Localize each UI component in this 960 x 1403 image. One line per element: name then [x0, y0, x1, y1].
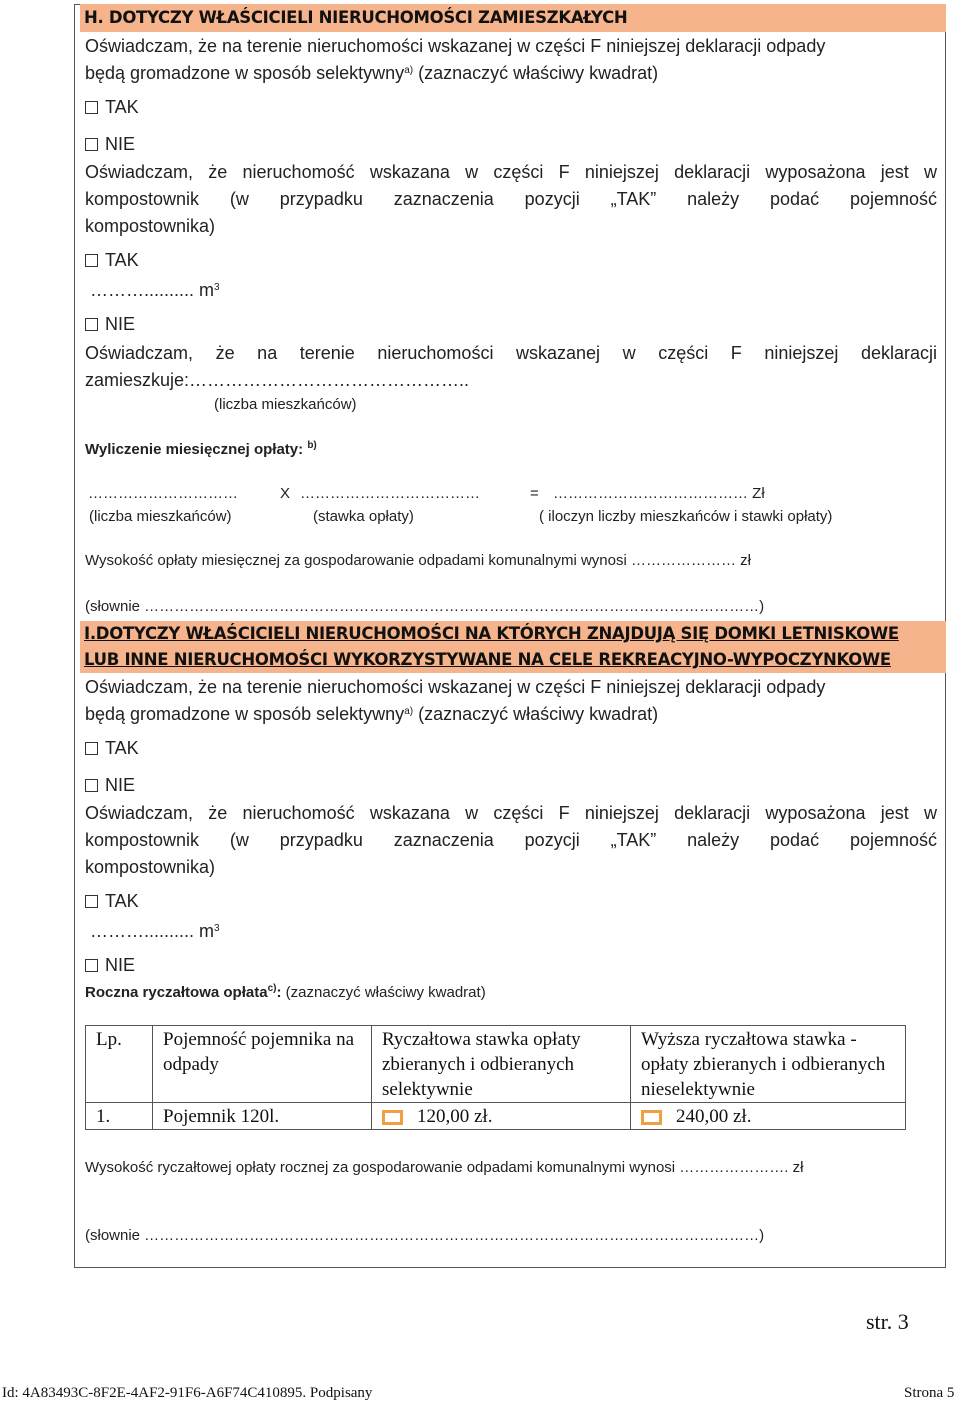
- h-calc-residents-field[interactable]: …………………………: [88, 485, 238, 502]
- i-compost-nie-option[interactable]: NIE: [85, 952, 135, 979]
- table-header-nonselective-rate: Wyższa ryczałtowa stawka - opłaty zbieranych i odbieranych nieselektywnie: [631, 1026, 906, 1103]
- table-header-row: [86, 1026, 906, 1103]
- i-fee-in-words-line[interactable]: (słownie ……………………………………………………………………………………………………………): [85, 1227, 765, 1244]
- page-number-label: str. 3: [866, 1309, 909, 1334]
- checkbox-icon[interactable]: [641, 1110, 662, 1125]
- section-h-title: H. DOTYCZY WŁAŚCICIELI NIERUCHOMOŚCI ZAMIESZKAŁYCH: [80, 4, 946, 32]
- h-decl-selective-line1: Oświadczam, że na terenie nieruchomości wskazanej w części F niniejszej deklaracji odpady: [85, 36, 826, 56]
- section-i-title: [80, 621, 946, 673]
- h-decl-selective-line2: będą gromadzone w sposób selektywny$^{a)}$ (zaznaczyć właściwy kwadrat): [85, 63, 659, 83]
- h-calc-multiply-sign: X: [280, 485, 291, 502]
- h-calc-label: Wyliczenie miesięcznej opłaty: $^{b)}$: [85, 440, 317, 458]
- i-compost-line3: kompostownika): [85, 857, 216, 877]
- h-selective-tak-option[interactable]: TAK: [85, 94, 139, 121]
- checkbox-icon[interactable]: [382, 1110, 403, 1125]
- section-i-title-line1: I.DOTYCZY WŁAŚCICIELI NIERUCHOMOŚCI NA KTÓRYCH ZNAJDUJĄ SIĘ DOMKI LETNISKOWE: [84, 624, 899, 643]
- h-compost-nie-option[interactable]: NIE: [85, 311, 135, 338]
- h-compost-line3: kompostownika): [85, 216, 216, 236]
- table-cell-lp: 1.: [86, 1103, 153, 1130]
- i-annual-fee-label: Roczna ryczałtowa opłata$^{c)}$: (zaznaczyć właściwy kwadrat): [85, 983, 486, 1001]
- h-residents-line1: Oświadczam, że na terenie nieruchomości wskazanej w części F niniejszej deklaracji: [85, 343, 937, 363]
- i-selective-nie-option[interactable]: NIE: [85, 772, 135, 799]
- annual-rate-table: [85, 1025, 906, 1130]
- h-calc-caption-product: ( iloczyn liczby mieszkańców i stawki opłaty): [539, 508, 833, 525]
- page-of-label: Strona 5: [904, 1385, 955, 1401]
- table-cell-selective-rate[interactable]: 120,00 zł.: [372, 1103, 631, 1130]
- checkbox-icon[interactable]: [85, 895, 98, 908]
- table-cell-nonselective-rate[interactable]: 240,00 zł.: [631, 1103, 906, 1130]
- h-calc-rate-field[interactable]: ………………………………: [300, 485, 480, 502]
- table-header-capacity: Pojemność pojemnika na odpady: [153, 1026, 372, 1103]
- h-compost-tak-option[interactable]: TAK: [85, 247, 139, 274]
- i-annual-fee-line[interactable]: Wysokość ryczałtowej opłaty rocznej za gospodarowanie odpadami komunalnymi wynosi …………………. zł: [85, 1159, 804, 1176]
- i-compost-line1: Oświadczam, że nieruchomość wskazana w części F niniejszej deklaracji wyposażona jest w: [85, 803, 937, 823]
- i-compost-line2: kompostownik (w przypadku zaznaczenia pozycji „TAK” należy podać pojemność: [85, 830, 937, 850]
- i-compost-tak-option[interactable]: TAK: [85, 888, 139, 915]
- i-decl-selective-line2: będą gromadzone w sposób selektywny$^{a)}$ (zaznaczyć właściwy kwadrat): [85, 704, 659, 724]
- checkbox-icon[interactable]: [85, 138, 98, 151]
- h-compost-line2: kompostownik (w przypadku zaznaczenia pozycji „TAK” należy podać pojemność: [85, 189, 937, 209]
- checkbox-icon[interactable]: [85, 318, 98, 331]
- checkbox-icon[interactable]: [85, 959, 98, 972]
- i-decl-selective-line1: Oświadczam, że na terenie nieruchomości wskazanej w części F niniejszej deklaracji odpady: [85, 677, 826, 697]
- h-calc-product-field[interactable]: ………………………………… Zł: [553, 485, 765, 502]
- h-fee-in-words-line[interactable]: (słownie ……………………………………………………………………………………………………………): [85, 598, 765, 615]
- table-cell-capacity: Pojemnik 120l.: [153, 1103, 372, 1130]
- h-residents-field[interactable]: zamieszkuje:………………………………………..: [85, 370, 470, 390]
- table-header-lp: Lp.: [86, 1026, 153, 1103]
- i-selective-tak-option[interactable]: TAK: [85, 735, 139, 762]
- h-calc-equals-sign: =: [530, 485, 539, 502]
- table-row: [86, 1103, 906, 1130]
- h-monthly-fee-line[interactable]: Wysokość opłaty miesięcznej za gospodarowanie odpadami komunalnymi wynosi ………………… zł: [85, 552, 751, 569]
- section-i-title-line2: LUB INNE NIERUCHOMOŚCI WYKORZYSTYWANE NA CELE REKREACYJNO-WYPOCZYNKOWE: [84, 650, 891, 669]
- h-residents-caption: (liczba mieszkańców): [214, 396, 357, 413]
- checkbox-icon[interactable]: [85, 254, 98, 267]
- h-calc-caption-rate: (stawka opłaty): [313, 508, 414, 525]
- i-compost-volume-field[interactable]: ……….......... $m^3$: [90, 921, 220, 941]
- checkbox-icon[interactable]: [85, 779, 98, 792]
- table-header-selective-rate: Ryczałtowa stawka opłaty zbieranych i odbieranych selektywnie: [372, 1026, 631, 1103]
- h-calc-caption-residents: (liczba mieszkańców): [89, 508, 232, 525]
- document-id: Id: 4A83493C-8F2E-4AF2-91F6-A6F74C410895. Podpisany: [2, 1385, 373, 1401]
- h-compost-line1: Oświadczam, że nieruchomość wskazana w części F niniejszej deklaracji wyposażona jest w: [85, 162, 937, 182]
- h-compost-volume-field[interactable]: ……….......... $m^3$: [90, 280, 220, 300]
- h-selective-nie-option[interactable]: NIE: [85, 131, 135, 158]
- checkbox-icon[interactable]: [85, 742, 98, 755]
- checkbox-icon[interactable]: [85, 101, 98, 114]
